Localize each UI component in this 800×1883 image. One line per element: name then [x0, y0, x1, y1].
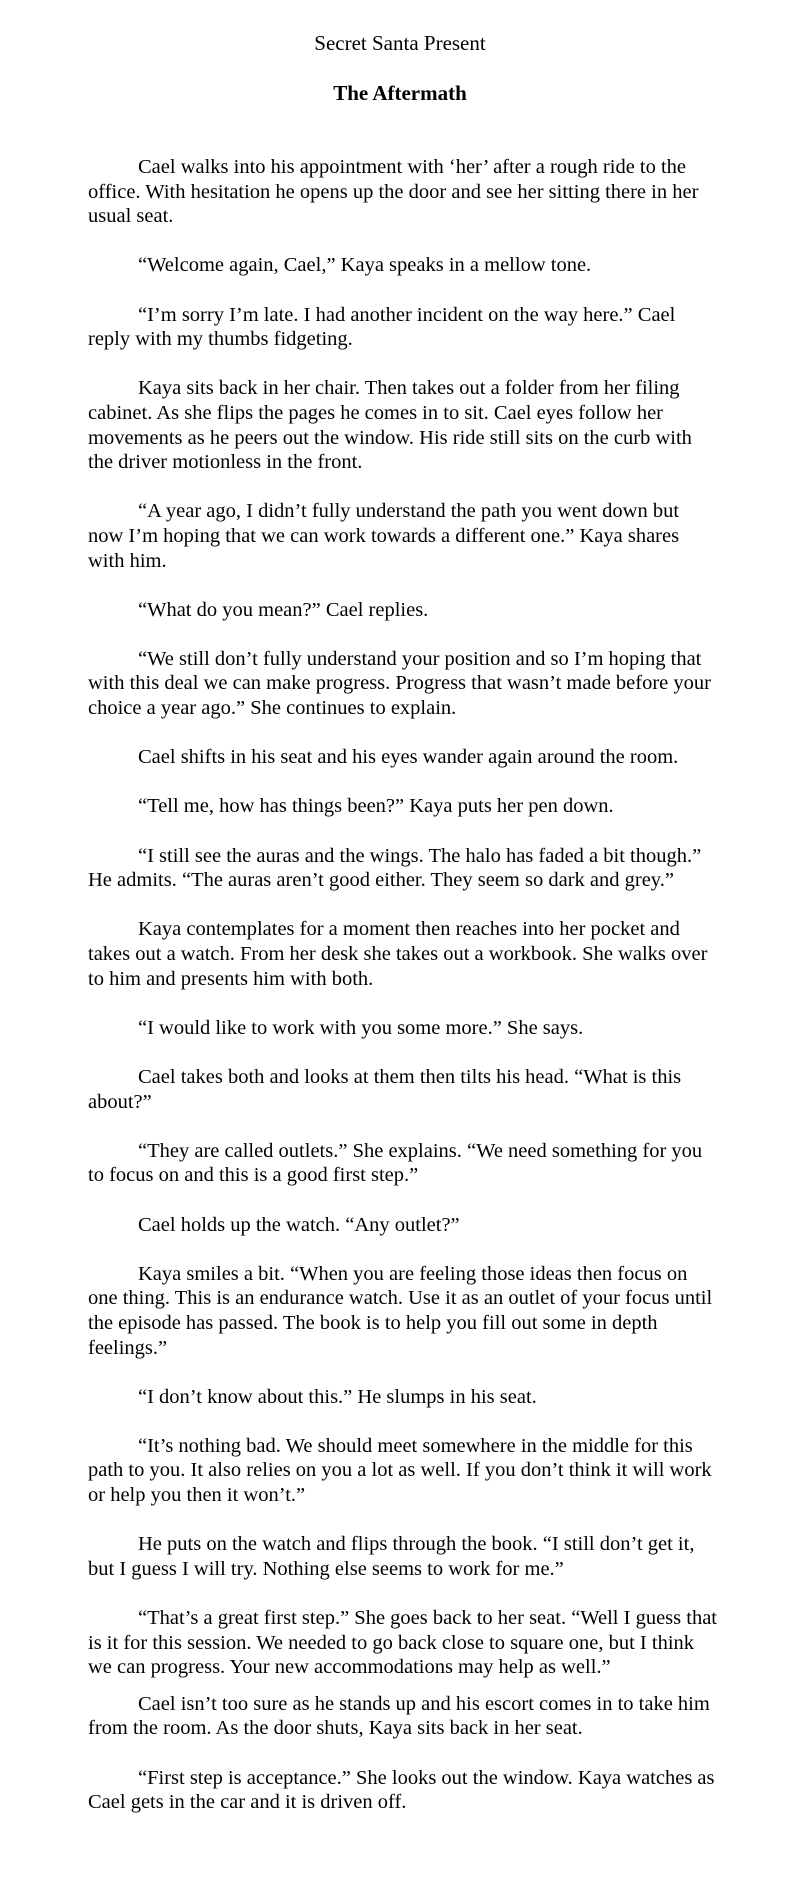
paragraph: “I don’t know about this.” He slumps in his seat. — [138, 1385, 537, 1408]
paragraph: “Welcome again, Cael,” Kaya speaks in a mellow tone. — [138, 254, 592, 277]
paragraph: He puts on the watch and flips through the book. “I still don’t get it, but I guess I will try. Nothing else seems to work for me.” — [88, 1533, 695, 1580]
document-header: Secret Santa Present — [314, 31, 486, 55]
paragraph: “That’s a great first step.” She goes back to her seat. “Well I guess that is it for this session. We needed to go back close to square one, but I think we can progress. Your new accommodations may help as well.” — [88, 1607, 717, 1679]
paragraph: “What do you mean?” Cael replies. — [138, 598, 429, 621]
paragraph: Cael holds up the watch. “Any outlet?” — [138, 1213, 460, 1236]
paragraph: “I’m sorry I’m late. I had another incident on the way here.” Cael reply with my thumbs fidgeting. — [88, 303, 676, 351]
paragraph: “I would like to work with you some more.” She says. — [138, 1016, 584, 1039]
paragraph: “It’s nothing bad. We should meet somewhere in the middle for this path to you. It also relies on you a lot as well. If you don’t think it will work or help you then it won’t.” — [88, 1434, 712, 1507]
paragraph: Cael walks into his appointment with ‘her’ after a rough ride to the office. With hesitation he opens up the door and see her sitting there in her usual seat. — [88, 156, 699, 228]
paragraph: Kaya sits back in her chair. Then takes out a folder from her filing cabinet. As she flips the pages he comes in to sit. Cael eyes follow her movements as he peers out the window. His ride still sits on the curb with the driver motionless in the front. — [88, 377, 692, 474]
paragraph: Kaya contemplates for a moment then reaches into her pocket and takes out a watch. From her desk she takes out a workbook. She walks over to him and presents him with both. — [88, 918, 708, 990]
paragraph: “A year ago, I didn’t fully understand the path you went down but now I’m hoping that we can work towards a different one.” Kaya shares with him. — [88, 500, 680, 572]
paragraph: “They are called outlets.” She explains. “We need something for you to focus on and this is a good first step.” — [88, 1139, 703, 1187]
story-body — [88, 155, 718, 1815]
paragraph: “I still see the auras and the wings. The halo has faded a bit though.” He admits. “The auras aren’t good either. They seem so dark and grey.” — [88, 844, 702, 892]
paragraph: Kaya smiles a bit. “When you are feeling those ideas then focus on one thing. This is an endurance watch. Use it as an outlet of your focus until the episode has passed. The book is to help you fill out some in depth feelings.” — [88, 1262, 713, 1359]
paragraph: “Tell me, how has things been?” Kaya puts her pen down. — [138, 795, 614, 818]
document-title: The Aftermath — [333, 81, 467, 105]
paragraph: “We still don’t fully understand your position and so I’m hoping that with this deal we can make progress. Progress that wasn’t made before your choice a year ago.” She continues to explain. — [88, 647, 711, 720]
paragraph: Cael shifts in his seat and his eyes wander again around the room. — [138, 746, 679, 769]
paragraph: Cael takes both and looks at them then tilts his head. “What is this about?” — [88, 1065, 682, 1113]
paragraph: Cael isn’t too sure as he stands up and his escort comes in to take him from the room. As the door shuts, Kaya sits back in her seat. — [88, 1692, 710, 1740]
paragraph: “First step is acceptance.” She looks out the window. Kaya watches as Cael gets in the car and it is driven off. — [88, 1766, 715, 1814]
